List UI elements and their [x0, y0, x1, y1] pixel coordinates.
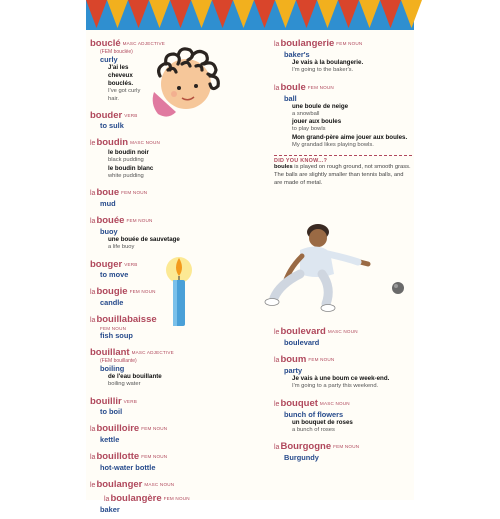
example-french: le boudin noir: [108, 149, 149, 157]
article: le: [274, 329, 280, 336]
entry-bouilloire: [90, 421, 252, 444]
translation: candle: [100, 297, 124, 307]
article: la: [90, 425, 96, 433]
article: la: [90, 218, 96, 226]
translation: Burgundy: [284, 453, 319, 463]
bunting-decoration: [86, 0, 414, 30]
translation: fish soup: [100, 330, 133, 340]
right-column-lower: [274, 324, 412, 467]
translation: to sulk: [100, 121, 124, 131]
translation: baker's: [284, 50, 310, 59]
part-of-speech: FEM NOUN: [121, 190, 148, 196]
part-of-speech: FEM NOUN: [308, 357, 335, 362]
entry-bouee: [90, 213, 252, 252]
headword: boulevard: [280, 326, 326, 337]
headword: bouclé: [90, 38, 121, 49]
headword: boudin: [96, 137, 129, 149]
translation: curly: [100, 55, 118, 64]
part-of-speech: VERB: [124, 113, 138, 119]
headword: boule: [280, 81, 306, 93]
example-english: white pudding: [108, 172, 144, 179]
entry-bouillotte: [90, 449, 252, 472]
example-english: a bunch of roses: [292, 426, 335, 433]
article: la: [274, 41, 280, 48]
translation: ball: [284, 93, 297, 103]
part-of-speech: FEM NOUN: [333, 444, 360, 450]
translation: boulevard: [284, 338, 320, 347]
example-french: J'ai les cheveux bouclés.: [108, 64, 134, 87]
example-french: Je vais à une boum ce week-end.: [292, 375, 390, 382]
translation: buoy: [100, 227, 118, 237]
article: la: [274, 444, 280, 452]
translation: party: [284, 366, 303, 375]
part-of-speech: MASC NOUN: [144, 481, 175, 487]
part-of-speech: MASC NOUN: [130, 140, 160, 146]
entry-boue: [90, 185, 252, 208]
example-english: I'm going to the baker's.: [292, 67, 354, 73]
candle-illustration: [164, 252, 194, 328]
headword: boum: [280, 354, 307, 365]
example-english: My grandad likes playing bowls.: [292, 141, 374, 148]
part-of-speech: MASC NOUN: [319, 400, 350, 406]
article: la: [90, 190, 96, 198]
example-french: jouer aux boules: [292, 118, 342, 126]
part-of-speech: MASC NOUN: [327, 329, 358, 334]
example-english: I've got curly hair.: [108, 88, 141, 102]
headword: bouilloire: [96, 422, 140, 434]
example-french: une bouée de sauvetage: [108, 236, 180, 244]
translation: boiling: [100, 363, 125, 373]
entry-bouquet: [274, 396, 412, 435]
translation: hot-water bottle: [100, 462, 156, 472]
example-english: black pudding: [108, 157, 144, 164]
example-english: a life buoy: [108, 244, 135, 251]
part-of-speech: FEM NOUN: [307, 84, 334, 90]
part-of-speech: FEM NOUN: [129, 288, 156, 294]
entry-boule: [274, 80, 412, 150]
example-english: I'm going to a party this weekend.: [292, 383, 379, 389]
part-of-speech: FEM NOUN: [163, 495, 190, 501]
example-french: Je vais à la boulangerie.: [292, 59, 364, 66]
example-french: un bouquet de roses: [292, 418, 353, 426]
headword: bouillir: [90, 395, 122, 407]
entry-boulangerie: [274, 36, 412, 75]
headword: bouquet: [280, 397, 318, 409]
article: la: [90, 316, 96, 324]
did-you-know-text: [274, 164, 412, 187]
headword: bouée: [96, 215, 125, 227]
example-english: a snowball: [292, 110, 320, 117]
headword: bouillotte: [96, 450, 140, 462]
example-english: boiling water: [108, 380, 141, 387]
part-of-speech: MASC ADJECTIVE: [131, 349, 174, 355]
translation: bunch of flowers: [284, 409, 344, 419]
headword: bouger: [90, 258, 123, 270]
entry-bouillant: [90, 345, 252, 389]
entry-boum: [274, 352, 412, 391]
example-french: de l'eau bouillante: [108, 372, 162, 380]
part-of-speech: FEM NOUN: [141, 453, 168, 459]
entry-boudin: [90, 135, 252, 180]
entry-boulevard: [274, 324, 412, 347]
boy-playing-boules-illustration: [262, 222, 408, 318]
right-column: [274, 36, 412, 188]
article: le: [274, 400, 280, 408]
entry-bourgogne: [274, 439, 412, 462]
article: la: [274, 357, 280, 364]
feminine-form: (FEM bouillante): [100, 357, 137, 364]
did-you-know-box: [274, 155, 412, 187]
example-french: une boule de neige: [292, 102, 349, 110]
headword: bougie: [96, 285, 128, 297]
article: la: [104, 495, 110, 503]
translation: mud: [100, 199, 116, 209]
part-of-speech: FEM NOUN: [141, 425, 168, 431]
part-of-speech: FEM NOUN: [100, 325, 127, 331]
example-english: to play bowls: [292, 126, 326, 133]
entry-boulanger: [90, 477, 252, 514]
example-french: Mon grand-père aime jouer aux boules.: [292, 133, 408, 141]
dictionary-page: [86, 0, 414, 514]
part-of-speech: FEM NOUN: [336, 41, 363, 46]
part-of-speech: FEM NOUN: [126, 218, 153, 224]
part-of-speech: MASC ADJECTIVE: [122, 41, 165, 46]
translation: baker: [100, 504, 120, 514]
headword: bouder: [90, 110, 123, 122]
headword: bouillant: [90, 346, 130, 358]
article: le: [90, 481, 96, 489]
headword: Bourgogne: [280, 441, 332, 453]
article: la: [90, 453, 96, 461]
example-french: le boudin blanc: [108, 164, 154, 172]
article: la: [90, 288, 96, 296]
headword: boulangère: [110, 492, 162, 504]
headword: bouillabaisse: [96, 313, 157, 325]
did-you-know-body: is played on rough ground, not smooth grass. The balls are slightly smaller than tennis balls, and are made of metal.: [274, 164, 411, 186]
headword: boulangerie: [280, 38, 335, 49]
headword: boulanger: [96, 478, 143, 490]
curly-hair-girl-illustration: [146, 42, 232, 120]
did-you-know-keyword: boules: [274, 164, 293, 171]
did-you-know-title: DID YOU KNOW...?: [274, 158, 328, 165]
part-of-speech: VERB: [123, 398, 137, 404]
translation: kettle: [100, 434, 120, 444]
headword: boue: [96, 187, 120, 199]
article: la: [274, 84, 280, 92]
entry-bouillir: [90, 394, 252, 416]
translation: to boil: [100, 406, 123, 416]
part-of-speech: VERB: [124, 261, 138, 267]
translation: to move: [100, 269, 129, 279]
article: le: [90, 140, 96, 148]
feminine-form: (FEM bouclée): [100, 49, 133, 55]
